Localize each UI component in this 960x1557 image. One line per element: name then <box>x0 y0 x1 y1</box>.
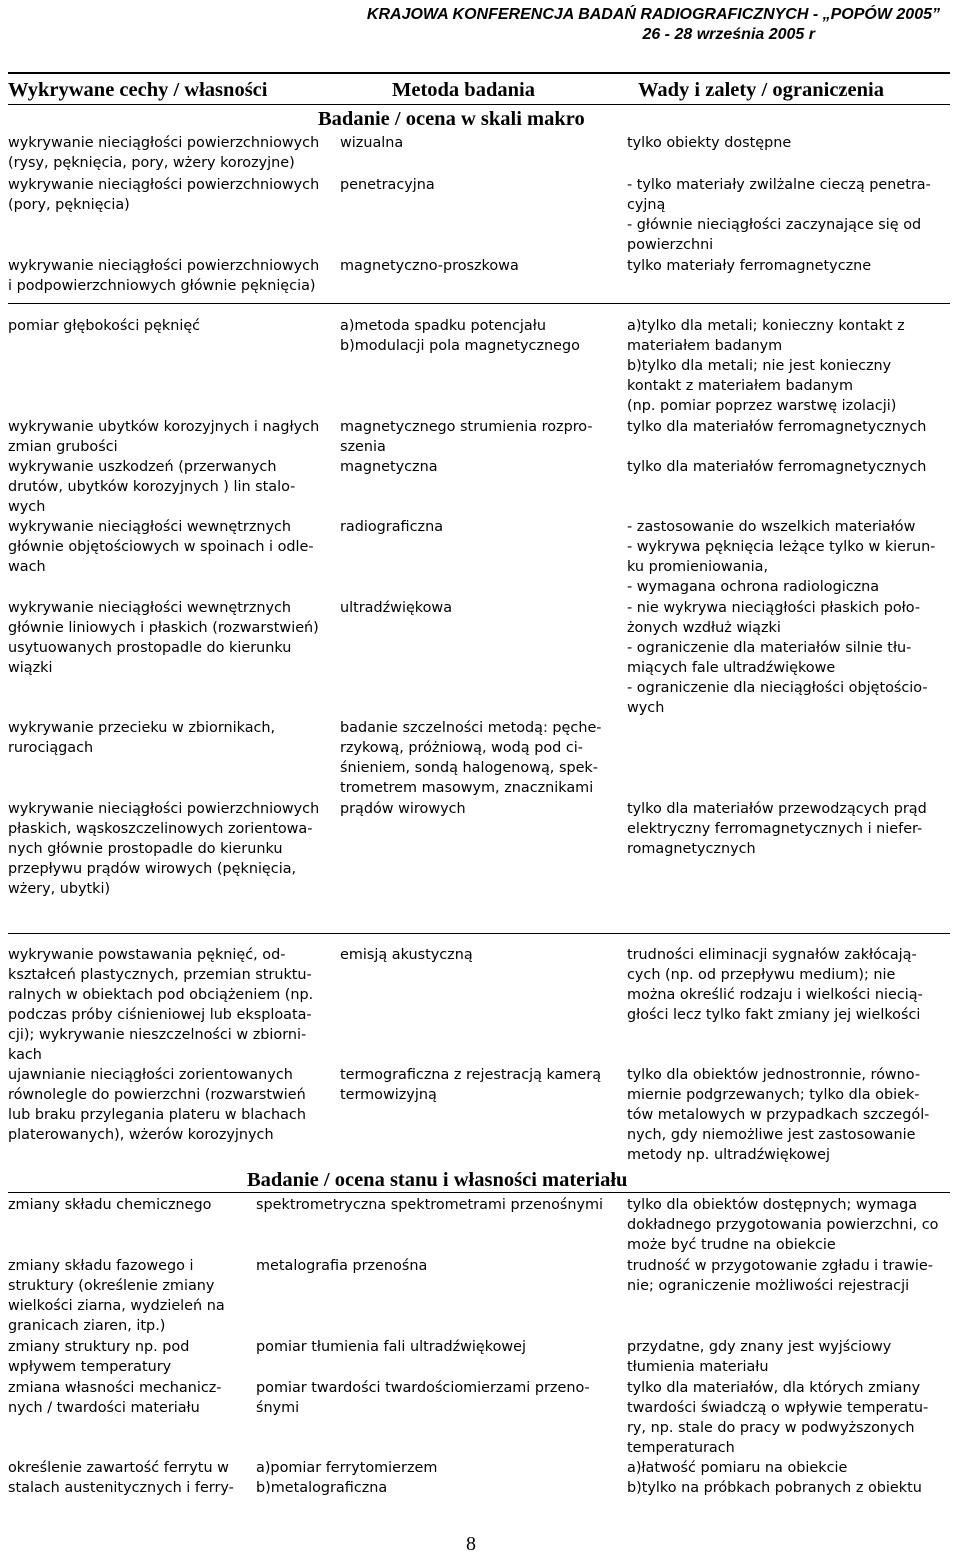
method-cell: metalografia przenośna <box>256 1258 428 1274</box>
feature-cell: wykrywanie nieciągłości powierzchniowych (pory, pęknięcia) <box>8 177 320 213</box>
method-cell: magnetycznego strumienia rozpro- szenia <box>340 419 593 455</box>
section-title-macro: Badanie / ocena w skali makro <box>318 108 585 130</box>
method-cell: spektrometryczna spektrometrami przenośnymi <box>256 1197 604 1213</box>
column-header-notes: Wady i zalety / ograniczenia <box>638 79 884 101</box>
feature-cell: pomiar głębokości pęknięć <box>8 318 201 334</box>
notes-cell: tylko materiały ferromagnetyczne <box>627 258 872 274</box>
conference-dates: 26 - 28 września 2005 r <box>642 26 815 43</box>
notes-cell: tylko obiekty dostępne <box>627 135 792 151</box>
method-cell: pomiar twardości twardościomierzami przeno- śnymi <box>256 1380 590 1416</box>
notes-cell: - zastosowanie do wszelkich materiałów - wykrywa pęknięcia leżące tylko w kierun- ku promieniowania, - wymagana ochrona radiologiczna <box>627 519 936 595</box>
feature-cell: zmiany składu chemicznego <box>8 1197 212 1213</box>
notes-cell: - tylko materiały zwilżalne cieczą penetra- cyjną - głównie nieciągłości zaczynające się od powierzchni <box>627 177 931 253</box>
feature-cell: określenie zawartość ferrytu w stalach austenitycznych i ferry- <box>8 1460 234 1496</box>
feature-cell: wykrywanie powstawania pęknięć, od- kształceń plastycznych, przemian struktu- ralnych w obiektach pod obciążeniem (np. podczas próby ciśnieniowej lub eksploata- cji); wykrywanie nieszczelności w zbiorni- kach <box>8 947 314 1063</box>
method-cell: magnetyczna <box>340 459 438 475</box>
feature-cell: zmiana własności mechanicz- nych / twardości materiału <box>8 1380 222 1416</box>
group-divider <box>8 303 950 304</box>
notes-cell: tylko dla obiektów dostępnych; wymaga dokładnego przygotowania powierzchni, co może być trudne na obiekcie <box>627 1197 939 1253</box>
method-cell: a)pomiar ferrytomierzem b)metalograficzna <box>256 1460 438 1496</box>
method-cell: magnetyczno-proszkowa <box>340 258 519 274</box>
section-divider <box>8 1192 950 1193</box>
method-cell: penetracyjna <box>340 177 435 193</box>
method-cell: emisją akustyczną <box>340 947 473 963</box>
method-cell: radiograficzna <box>340 519 444 535</box>
conference-title: KRAJOWA KONFERENCJA BADAŃ RADIOGRAFICZNYCH - „POPÓW 2005” <box>366 6 940 23</box>
notes-cell: - nie wykrywa nieciągłości płaskich poło- żonych wzdłuż wiązki - ograniczenie dla materiałów silnie tłu- miących fale ultradźwiękowe - ograniczenie dla nieciągłości objętościo- wych <box>627 600 928 716</box>
header-divider <box>8 104 950 105</box>
method-cell: ultradźwiękowa <box>340 600 453 616</box>
column-header-feature: Wykrywane cechy / własności <box>8 79 268 101</box>
feature-cell: wykrywanie nieciągłości powierzchniowych (rysy, pęknięcia, pory, wżery korozyjne) <box>8 135 320 171</box>
feature-cell: wykrywanie uszkodzeń (przerwanych drutów, ubytków korozyjnych ) lin stalo- wych <box>8 459 296 515</box>
notes-cell: tylko dla materiałów ferromagnetycznych <box>627 419 927 435</box>
notes-cell: przydatne, gdy znany jest wyjściowy tłumienia materiału <box>627 1339 892 1375</box>
method-cell: termograficzna z rejestracją kamerą termowizyjną <box>340 1067 602 1103</box>
column-header-method: Metoda badania <box>392 79 535 101</box>
notes-cell: trudności eliminacji sygnałów zakłócają- cych (np. od przepływu medium); nie można określić rodzaju i wielkości niecią- głości lecz tylko fakt zmiany jej wielkości <box>627 947 923 1023</box>
method-cell: badanie szczelności metodą: pęche- rzykową, próżniową, wodą pod ci- śnieniem, sondą halogenową, spek- trometrem masowym, znacznikami <box>340 720 602 796</box>
feature-cell: wykrywanie nieciągłości powierzchniowych i podpowierzchniowych głównie pęknięcia) <box>8 258 320 294</box>
feature-cell: wykrywanie przecieku w zbiornikach, rurociągach <box>8 720 276 756</box>
notes-cell: tylko dla materiałów przewodzących prąd elektryczny ferromagnetycznych i niefer- romagnetycznych <box>627 801 927 857</box>
notes-cell: tylko dla materiałów ferromagnetycznych <box>627 459 927 475</box>
notes-cell: tylko dla obiektów jednostronnie, równo- miernie podgrzewanych; tylko dla obiek- tów metalowych w przypadkach szczegól- nych, gdy niemożliwe jest zastosowanie metody np. ultradźwiękowej <box>627 1067 930 1163</box>
notes-cell: a)tylko dla metali; konieczny kontakt z materiałem badanym b)tylko dla metali; nie jest konieczny kontakt z materiałem badanym (np. pomiar poprzez warstwę izolacji) <box>627 318 905 414</box>
feature-cell: wykrywanie nieciągłości wewnętrznych głównie liniowych i płaskich (rozwarstwień) usytuowanych prostopadle do kierunku wiązki <box>8 600 319 676</box>
section-title-state: Badanie / ocena stanu i własności materiału <box>247 1169 628 1191</box>
feature-cell: ujawnianie nieciągłości zorientowanych równolegle do powierzchni (rozwarstwień lub braku przylegania plateru w blachach platerowanych), wżerów korozyjnych <box>8 1067 306 1143</box>
feature-cell: wykrywanie nieciągłości wewnętrznych głównie objętościowych w spoinach i odle- wach <box>8 519 314 575</box>
table-top-border <box>8 72 950 74</box>
page-number: 8 <box>466 1533 476 1555</box>
method-cell: prądów wirowych <box>340 801 466 817</box>
feature-cell: zmiany składu fazowego i struktury (określenie zmiany wielkości ziarna, wydzieleń na granicach ziaren, itp.) <box>8 1258 225 1334</box>
method-cell: a)metoda spadku potencjału b)modulacji pola magnetycznego <box>340 318 580 354</box>
notes-cell: tylko dla materiałów, dla których zmiany twardości świadczą o wpływie temperatu- ry, np. stale do pracy w podwyższonych temperaturach <box>627 1380 929 1456</box>
feature-cell: wykrywanie ubytków korozyjnych i nagłych zmian grubości <box>8 419 320 455</box>
feature-cell: wykrywanie nieciągłości powierzchniowych płaskich, wąskoszczelinowych zorientowa- nych głównie prostopadle do kierunku przepływu prądów wirowych (pęknięcia, wżery, ubytki) <box>8 801 320 897</box>
notes-cell: a)łatwość pomiaru na obiekcie b)tylko na próbkach pobranych z obiektu <box>627 1460 922 1496</box>
method-cell: pomiar tłumienia fali ultradźwiękowej <box>256 1339 527 1355</box>
group-divider <box>8 933 950 934</box>
method-cell: wizualna <box>340 135 404 151</box>
notes-cell: trudność w przygotowanie zgładu i trawie- nie; ograniczenie możliwości rejestracji <box>627 1258 933 1294</box>
feature-cell: zmiany struktury np. pod wpływem temperatury <box>8 1339 190 1375</box>
